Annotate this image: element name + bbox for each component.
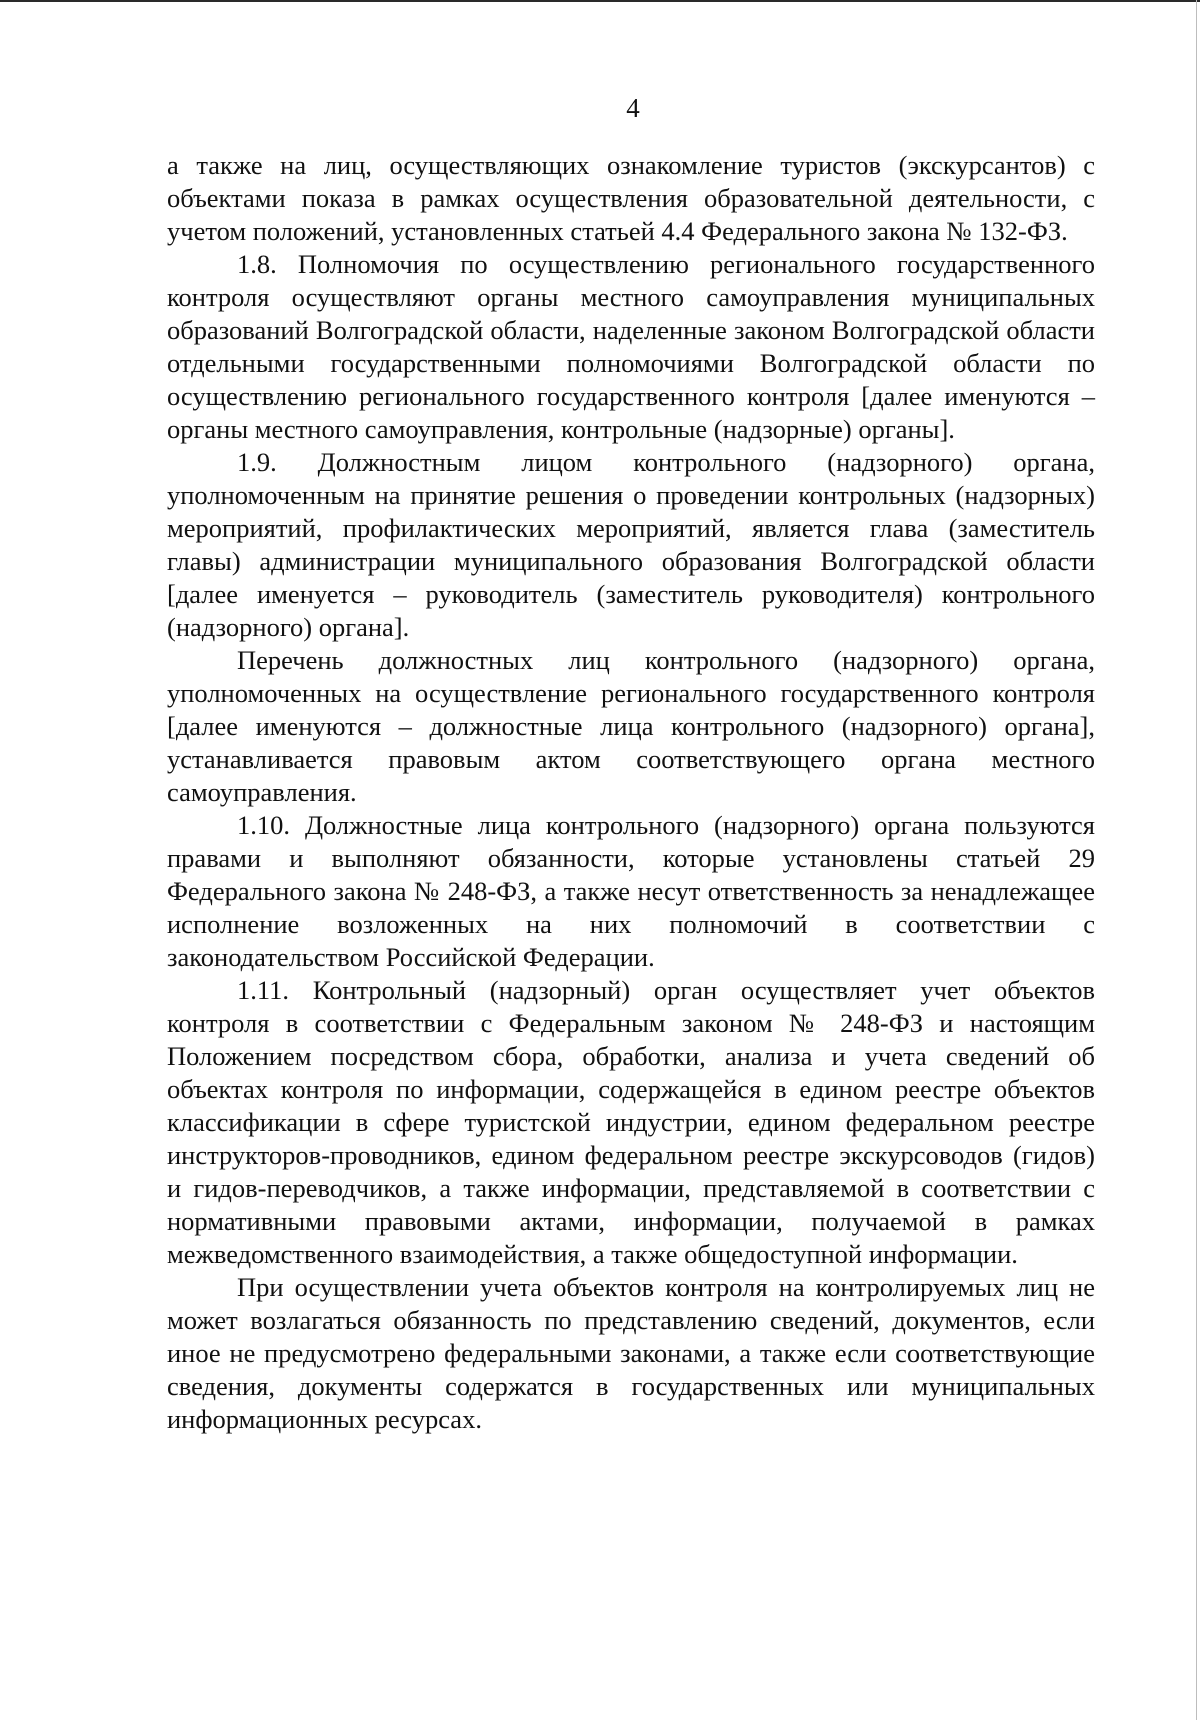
- paragraph-officials-list: Перечень должностных лиц контрольного (надзорного) органа, уполномоченных на осуществление регионального государственного контроля [далее именуются – должностные лица контрольного (надзорного) органа], устанавливается правовым актом соответствующего органа местного самоуправления.: [167, 645, 1095, 807]
- page-top-edge: [0, 0, 1200, 2]
- paragraph-1-8: 1.8. Полномочия по осуществлению регионального государственного контроля осуществляют органы местного самоуправления муниципальных образований Волгоградской области, наделенные законом Волгоградской области отдельными государственными полномочиями Волгоградской области по осуществлению регионального государственного контроля [далее именуются – органы местного самоуправления, контрольные (надзорные) органы].: [167, 249, 1095, 444]
- paragraph-1-9: 1.9. Должностным лицом контрольного (надзорного) органа, уполномоченным на принятие решения о проведении контрольных (надзорных) мероприятий, профилактических мероприятий, является глава (заместитель главы) администрации муниципального образования Волгоградской области [далее именуется – руководитель (заместитель руководителя) контрольного (надзорного) органа].: [167, 447, 1095, 642]
- page-number: 4: [626, 93, 640, 123]
- page-right-edge: [1196, 0, 1197, 1720]
- paragraph-continuation: а также на лиц, осуществляющих ознакомление туристов (экскурсантов) с объектами показа в рамках осуществления образовательной деятельности, с учетом положений, установленных статьей 4.4 Федерального закона № 132-ФЗ.: [167, 150, 1095, 246]
- paragraph-1-10: 1.10. Должностные лица контрольного (надзорного) органа пользуются правами и выполняют обязанности, которые установлены статьей 29 Федерального закона № 248-ФЗ, а также несут ответственность за ненадлежащее исполнение возложенных на них полномочий в соответствии с законодательством Российской Федерации.: [167, 810, 1095, 972]
- paragraph-1-11: 1.11. Контрольный (надзорный) орган осуществляет учет объектов контроля в соответствии с Федеральным законом № 248-ФЗ и настоящим Положением посредством сбора, обработки, анализа и учета сведений об объектах контроля по информации, содержащейся в едином реестре объектов классификации в сфере туристской индустрии, едином федеральном реестре инструкторов-проводников, едином федеральном реестре экскурсоводов (гидов) и гидов-переводчиков, а также информации, представляемой в соответствии с нормативными правовыми актами, информации, получаемой в рамках межведомственного взаимодействия, а также общедоступной информации.: [167, 975, 1095, 1269]
- paragraph-accounting-note: При осуществлении учета объектов контроля на контролируемых лиц не может возлагаться обязанность по представлению сведений, документов, если иное не предусмотрено федеральными законами, а также если соответствующие сведения, документы содержатся в государственных или муниципальных информационных ресурсах.: [167, 1272, 1095, 1434]
- document-body: [167, 149, 1095, 1436]
